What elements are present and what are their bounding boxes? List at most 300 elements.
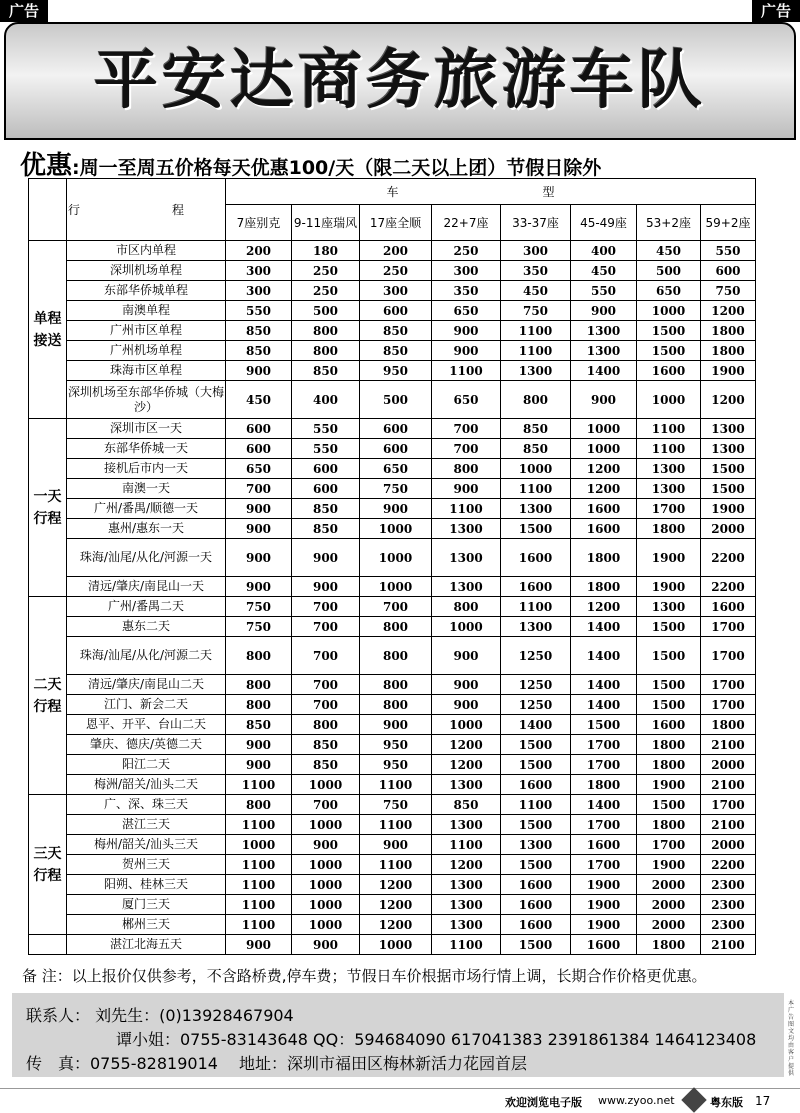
price-cell: 1100: [501, 479, 571, 499]
price-cell: 1600: [501, 775, 571, 795]
price-cell: 700: [292, 675, 360, 695]
table-row: [29, 835, 756, 855]
price-cell: 1400: [571, 361, 637, 381]
price-cell: 1200: [360, 895, 432, 915]
price-cell: 900: [360, 499, 432, 519]
price-cell: 900: [226, 577, 292, 597]
route-cell: 清远/肇庆/南昆山二天: [67, 675, 226, 695]
contact-line-3: 传 真：0755-82819014 地址：深圳市福田区梅林新活力花园首层: [26, 1054, 528, 1073]
car-type-header: 车 型: [226, 179, 756, 205]
price-cell: 1300: [501, 835, 571, 855]
price-cell: 1500: [701, 479, 756, 499]
route-cell: 广州机场单程: [67, 341, 226, 361]
price-cell: 1250: [501, 695, 571, 715]
price-cell: 1000: [292, 815, 360, 835]
price-cell: 1900: [637, 775, 701, 795]
price-cell: 700: [292, 637, 360, 675]
price-cell: 1800: [701, 341, 756, 361]
price-cell: 350: [501, 261, 571, 281]
price-body: [29, 241, 756, 955]
route-cell: 厦门三天: [67, 895, 226, 915]
price-cell: 1000: [292, 875, 360, 895]
note: 备 注：以上报价仅供参考，不含路桥费,停车费；节假日车价根据市场行情上调，长期合作价格更优惠。: [22, 967, 707, 985]
price-cell: 1500: [501, 855, 571, 875]
price-cell: 1200: [571, 597, 637, 617]
price-cell: 700: [360, 597, 432, 617]
price-cell: 2200: [701, 577, 756, 597]
car-type-header-cell: 22+7座: [432, 205, 501, 241]
price-cell: 1200: [701, 381, 756, 419]
page-number: 17: [755, 1094, 771, 1108]
price-cell: 1000: [432, 617, 501, 637]
price-cell: 1800: [701, 715, 756, 735]
price-cell: 650: [360, 459, 432, 479]
price-cell: 600: [292, 479, 360, 499]
price-cell: 800: [501, 381, 571, 419]
price-cell: 900: [226, 519, 292, 539]
table-row: [29, 675, 756, 695]
price-cell: 1500: [501, 735, 571, 755]
price-cell: 350: [432, 281, 501, 301]
price-cell: 1000: [571, 439, 637, 459]
price-cell: 850: [292, 755, 360, 775]
route-cell: 接机后市内一天: [67, 459, 226, 479]
price-cell: 1400: [571, 675, 637, 695]
price-cell: 1400: [501, 715, 571, 735]
price-cell: 1000: [637, 301, 701, 321]
price-cell: 1900: [701, 499, 756, 519]
price-cell: 1000: [571, 419, 637, 439]
price-cell: 550: [292, 439, 360, 459]
table-row: [29, 361, 756, 381]
price-cell: 1500: [701, 459, 756, 479]
price-cell: 750: [226, 617, 292, 637]
table-row: [29, 241, 756, 261]
route-cell: 南澳单程: [67, 301, 226, 321]
price-cell: 1300: [571, 321, 637, 341]
price-cell: 800: [226, 695, 292, 715]
price-cell: 1700: [701, 695, 756, 715]
price-cell: 1100: [501, 341, 571, 361]
price-cell: 1200: [432, 855, 501, 875]
price-table: [28, 178, 756, 955]
price-cell: 1300: [432, 577, 501, 597]
contact-box: [12, 993, 784, 1077]
price-cell: 1000: [501, 459, 571, 479]
price-cell: 1900: [571, 895, 637, 915]
price-cell: 1000: [292, 895, 360, 915]
table-row: [29, 341, 756, 361]
price-cell: 700: [432, 419, 501, 439]
price-cell: 2000: [701, 835, 756, 855]
price-cell: 900: [292, 539, 360, 577]
price-cell: 800: [360, 637, 432, 675]
price-cell: 2100: [701, 775, 756, 795]
price-cell: 1800: [637, 755, 701, 775]
price-cell: 1300: [571, 341, 637, 361]
price-cell: 1600: [501, 875, 571, 895]
price-cell: 1700: [637, 499, 701, 519]
price-cell: 2000: [637, 895, 701, 915]
price-cell: 1800: [571, 577, 637, 597]
price-cell: 1600: [501, 915, 571, 935]
price-cell: 650: [432, 301, 501, 321]
price-cell: 650: [637, 281, 701, 301]
price-cell: 1100: [637, 419, 701, 439]
price-cell: 800: [292, 321, 360, 341]
price-cell: 1900: [701, 361, 756, 381]
price-cell: 550: [226, 301, 292, 321]
price-cell: 1200: [360, 875, 432, 895]
price-cell: 1600: [571, 499, 637, 519]
route-cell: 梅州/韶关/汕头三天: [67, 835, 226, 855]
price-cell: 250: [432, 241, 501, 261]
price-cell: 450: [571, 261, 637, 281]
route-cell: 深圳市区一天: [67, 419, 226, 439]
price-cell: 1500: [637, 675, 701, 695]
route-cell: 深圳机场至东部华侨城（大梅沙）: [67, 381, 226, 419]
price-cell: 2300: [701, 895, 756, 915]
route-cell: 东部华侨城一天: [67, 439, 226, 459]
price-cell: 2200: [701, 539, 756, 577]
price-cell: 900: [226, 499, 292, 519]
price-cell: 1500: [637, 795, 701, 815]
route-cell: 珠海/汕尾/从化/河源二天: [67, 637, 226, 675]
price-cell: 1300: [637, 479, 701, 499]
price-cell: 1800: [637, 815, 701, 835]
footer-site-link[interactable]: www.zyoo.net: [598, 1094, 675, 1107]
price-cell: 850: [292, 499, 360, 519]
price-cell: 800: [360, 675, 432, 695]
price-cell: 550: [701, 241, 756, 261]
contact-line-2: 谭小姐：0755-83143648 QQ：594684090 617041383 2391861384 1464123408: [116, 1030, 757, 1049]
price-cell: 900: [226, 735, 292, 755]
promo-label: 优惠: [20, 151, 73, 181]
table-row: [29, 915, 756, 935]
price-cell: 1100: [501, 795, 571, 815]
price-cell: 1700: [571, 755, 637, 775]
car-type-header-cell: 17座全顺: [360, 205, 432, 241]
price-cell: 850: [292, 361, 360, 381]
price-cell: 1700: [701, 795, 756, 815]
route-cell: 珠海市区单程: [67, 361, 226, 381]
price-cell: 300: [432, 261, 501, 281]
price-cell: 1400: [571, 617, 637, 637]
price-cell: 2100: [701, 735, 756, 755]
price-cell: 900: [571, 301, 637, 321]
price-cell: 800: [292, 341, 360, 361]
price-cell: 1300: [432, 875, 501, 895]
price-cell: 1500: [501, 935, 571, 955]
price-cell: 1700: [571, 735, 637, 755]
price-cell: 900: [571, 381, 637, 419]
route-cell: 惠东二天: [67, 617, 226, 637]
price-cell: 750: [360, 795, 432, 815]
price-cell: 1600: [501, 539, 571, 577]
price-cell: 500: [292, 301, 360, 321]
route-cell: 肇庆、德庆/英德二天: [67, 735, 226, 755]
price-cell: 1600: [571, 519, 637, 539]
price-cell: 600: [701, 261, 756, 281]
price-cell: 900: [292, 935, 360, 955]
price-cell: 1700: [701, 675, 756, 695]
car-type-header-cell: 33-37座: [501, 205, 571, 241]
price-cell: 1900: [637, 577, 701, 597]
price-cell: 250: [360, 261, 432, 281]
price-cell: 600: [226, 419, 292, 439]
route-cell: 阳朔、桂林三天: [67, 875, 226, 895]
price-cell: 1100: [226, 915, 292, 935]
price-cell: 900: [432, 479, 501, 499]
car-type-header-cell: 45-49座: [571, 205, 637, 241]
price-cell: 700: [226, 479, 292, 499]
price-cell: 900: [226, 935, 292, 955]
price-cell: 900: [432, 341, 501, 361]
price-cell: 200: [360, 241, 432, 261]
category-cell: 一天行程: [29, 419, 67, 597]
route-cell: 市区内单程: [67, 241, 226, 261]
price-cell: 450: [226, 381, 292, 419]
route-cell: 南澳一天: [67, 479, 226, 499]
table-row: [29, 935, 756, 955]
price-cell: 900: [226, 361, 292, 381]
price-cell: 900: [226, 539, 292, 577]
corner-cell: [29, 179, 67, 241]
price-cell: 800: [432, 597, 501, 617]
price-cell: 1500: [501, 815, 571, 835]
route-cell: 广、深、珠三天: [67, 795, 226, 815]
price-cell: 850: [432, 795, 501, 815]
price-cell: 1900: [637, 539, 701, 577]
price-cell: 300: [501, 241, 571, 261]
price-cell: 1800: [571, 539, 637, 577]
price-cell: 1200: [432, 755, 501, 775]
price-cell: 1600: [501, 577, 571, 597]
price-cell: 1600: [637, 715, 701, 735]
category-cell: 单程接送: [29, 241, 67, 419]
table-row: [29, 895, 756, 915]
table-row: [29, 815, 756, 835]
price-cell: 1600: [637, 361, 701, 381]
price-cell: 1100: [226, 775, 292, 795]
price-cell: 1500: [637, 637, 701, 675]
price-cell: 1100: [637, 439, 701, 459]
price-cell: 1000: [360, 935, 432, 955]
price-cell: 650: [432, 381, 501, 419]
price-cell: 1800: [637, 935, 701, 955]
table-row: [29, 539, 756, 577]
price-cell: 450: [501, 281, 571, 301]
car-type-header-cell: 59+2座: [701, 205, 756, 241]
price-cell: 1100: [226, 855, 292, 875]
table-row: [29, 735, 756, 755]
footer-welcome: 欢迎浏览电子版: [505, 1096, 582, 1109]
price-cell: 1100: [432, 361, 501, 381]
price-cell: 1000: [637, 381, 701, 419]
page-title: 平安达商务旅游车队: [94, 43, 706, 118]
price-cell: 750: [501, 301, 571, 321]
price-cell: 1300: [432, 895, 501, 915]
price-cell: 600: [360, 419, 432, 439]
promo-line: [20, 145, 796, 181]
price-cell: 900: [226, 755, 292, 775]
price-cell: 800: [360, 617, 432, 637]
table-row: [29, 875, 756, 895]
price-cell: 850: [292, 735, 360, 755]
price-cell: 250: [292, 261, 360, 281]
price-cell: 2000: [637, 915, 701, 935]
price-cell: 1300: [701, 439, 756, 459]
price-cell: 1800: [571, 775, 637, 795]
price-cell: 1700: [637, 835, 701, 855]
price-cell: 300: [360, 281, 432, 301]
route-cell: 梅洲/韶关/汕头二天: [67, 775, 226, 795]
table-row: [29, 795, 756, 815]
route-cell: 江门、新会二天: [67, 695, 226, 715]
price-cell: 900: [292, 577, 360, 597]
price-cell: 1100: [432, 835, 501, 855]
price-cell: 1300: [501, 617, 571, 637]
price-cell: 950: [360, 735, 432, 755]
price-cell: 750: [226, 597, 292, 617]
table-row: [29, 715, 756, 735]
price-cell: 1600: [501, 895, 571, 915]
price-cell: 1100: [432, 499, 501, 519]
price-cell: 850: [501, 439, 571, 459]
table-row: [29, 321, 756, 341]
price-cell: 2100: [701, 815, 756, 835]
table-row: [29, 281, 756, 301]
price-cell: 850: [226, 341, 292, 361]
price-cell: 700: [292, 617, 360, 637]
price-cell: 1000: [292, 855, 360, 875]
price-cell: 900: [432, 695, 501, 715]
price-cell: 1100: [501, 597, 571, 617]
route-cell: 广州/番禺二天: [67, 597, 226, 617]
price-cell: 1000: [432, 715, 501, 735]
price-cell: 800: [226, 637, 292, 675]
price-cell: 1200: [571, 479, 637, 499]
ad-label-right: 广告: [752, 0, 800, 22]
price-cell: 700: [432, 439, 501, 459]
price-cell: 300: [226, 261, 292, 281]
price-cell: 1200: [432, 735, 501, 755]
price-cell: 1000: [292, 915, 360, 935]
price-cell: 1000: [360, 539, 432, 577]
price-cell: 850: [360, 341, 432, 361]
price-cell: 1250: [501, 637, 571, 675]
car-type-header-cell: 53+2座: [637, 205, 701, 241]
price-cell: 850: [501, 419, 571, 439]
price-cell: 1250: [501, 675, 571, 695]
price-cell: 900: [292, 835, 360, 855]
price-cell: 1800: [637, 519, 701, 539]
price-cell: 1000: [292, 775, 360, 795]
table-row: [29, 617, 756, 637]
price-cell: 1500: [501, 755, 571, 775]
footer: [0, 1088, 800, 1113]
price-cell: 1600: [571, 935, 637, 955]
price-cell: 1500: [571, 715, 637, 735]
price-cell: 900: [432, 675, 501, 695]
price-cell: 1300: [637, 597, 701, 617]
category-cell: [29, 935, 67, 955]
price-cell: 1200: [701, 301, 756, 321]
table-row: [29, 577, 756, 597]
price-cell: 900: [360, 715, 432, 735]
price-cell: 1300: [501, 361, 571, 381]
route-cell: 广州市区单程: [67, 321, 226, 341]
table-row: [29, 775, 756, 795]
title-banner: [4, 22, 796, 140]
price-cell: 2000: [701, 519, 756, 539]
price-cell: 1700: [701, 637, 756, 675]
price-cell: 600: [360, 439, 432, 459]
price-cell: 1000: [360, 577, 432, 597]
route-cell: 湛江北海五天: [67, 935, 226, 955]
price-cell: 800: [226, 675, 292, 695]
route-cell: 深圳机场单程: [67, 261, 226, 281]
price-cell: 600: [360, 301, 432, 321]
price-cell: 900: [432, 321, 501, 341]
price-cell: 1200: [360, 915, 432, 935]
price-cell: 1800: [637, 735, 701, 755]
price-cell: 1900: [571, 915, 637, 935]
price-cell: 800: [292, 715, 360, 735]
route-cell: 湛江三天: [67, 815, 226, 835]
price-cell: 1500: [637, 617, 701, 637]
price-cell: 1300: [432, 915, 501, 935]
price-cell: 850: [226, 715, 292, 735]
price-cell: 2000: [637, 875, 701, 895]
price-cell: 700: [292, 695, 360, 715]
route-header: 行 程: [67, 179, 226, 241]
price-cell: 1300: [501, 499, 571, 519]
price-cell: 1400: [571, 795, 637, 815]
price-cell: 1100: [432, 935, 501, 955]
price-cell: 800: [226, 795, 292, 815]
footer-divider: [0, 1088, 800, 1089]
price-cell: 1900: [571, 875, 637, 895]
price-cell: 1100: [226, 895, 292, 915]
table-row: [29, 439, 756, 459]
price-cell: 700: [292, 597, 360, 617]
price-cell: 700: [292, 795, 360, 815]
table-row: [29, 637, 756, 675]
contact-line-1: 联系人： 刘先生：(0)13928467904: [26, 1006, 294, 1025]
price-cell: 800: [432, 459, 501, 479]
route-cell: 清远/肇庆/南昆山一天: [67, 577, 226, 597]
price-cell: 1500: [637, 321, 701, 341]
table-row: [29, 855, 756, 875]
price-cell: 500: [360, 381, 432, 419]
table-row: [29, 479, 756, 499]
route-cell: 广州/番禺/顺德一天: [67, 499, 226, 519]
price-cell: 400: [571, 241, 637, 261]
table-row: [29, 499, 756, 519]
table-row: [29, 301, 756, 321]
price-cell: 750: [701, 281, 756, 301]
route-cell: 郴州三天: [67, 915, 226, 935]
route-cell: 阳江二天: [67, 755, 226, 775]
price-cell: 2300: [701, 915, 756, 935]
price-cell: 1100: [360, 855, 432, 875]
table-row: [29, 755, 756, 775]
footer-edition: 粤东版: [710, 1096, 743, 1109]
price-cell: 1700: [701, 617, 756, 637]
price-cell: 300: [226, 281, 292, 301]
route-cell: 恩平、开平、台山二天: [67, 715, 226, 735]
